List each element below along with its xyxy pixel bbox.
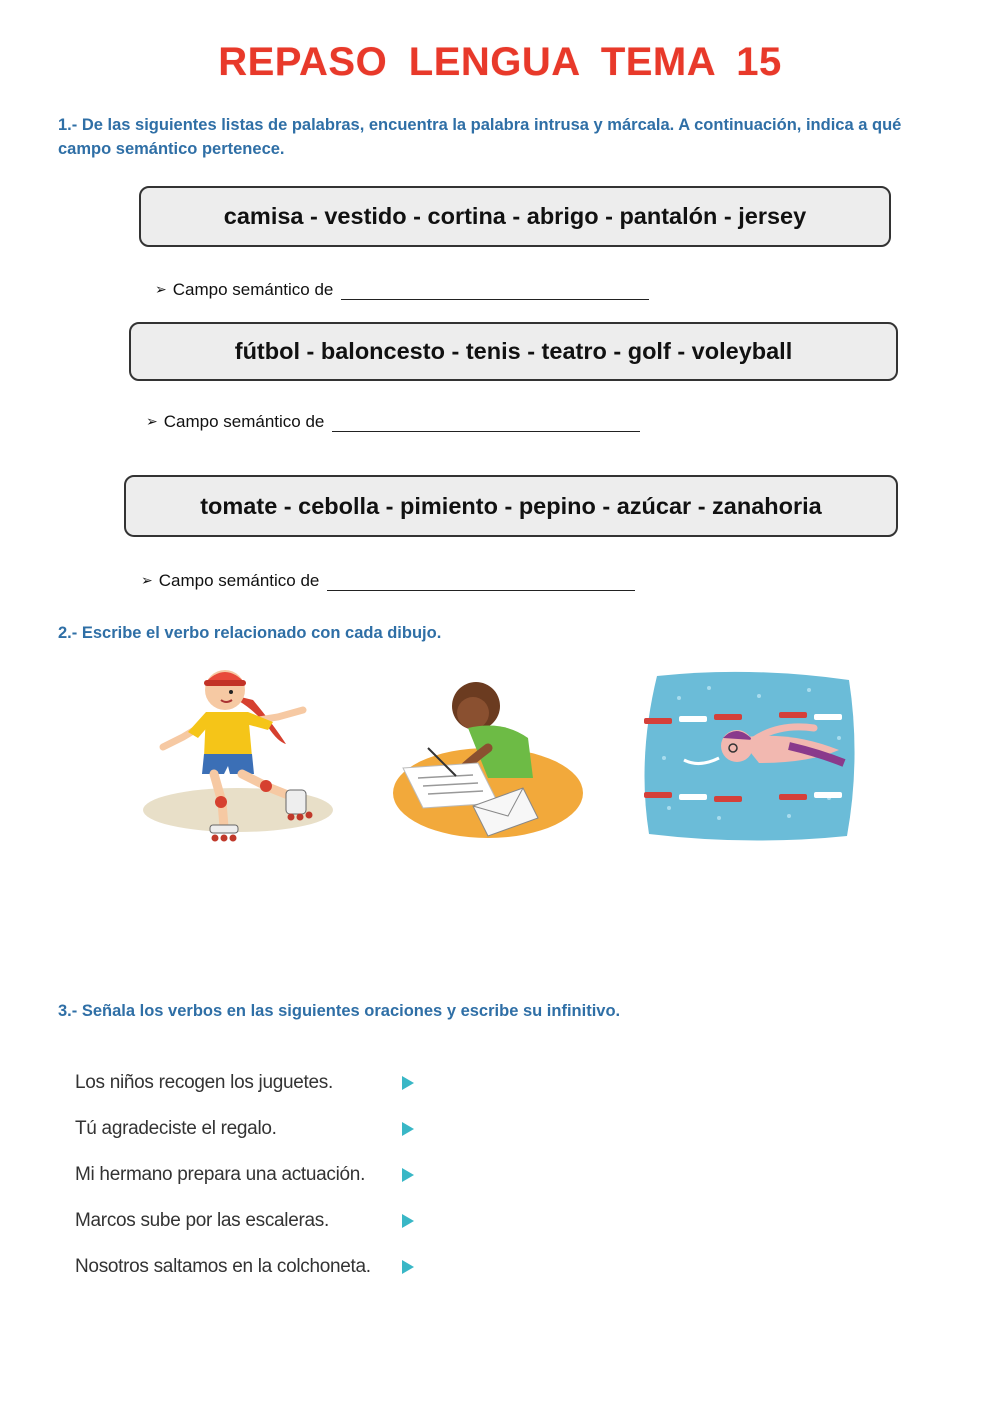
- page-title: REPASO LENGUA TEMA 15: [218, 40, 782, 84]
- sentence-row: [75, 1208, 435, 1238]
- campo-label: Campo semántico de: [158, 571, 320, 590]
- campo-label: Campo semántico de: [172, 280, 334, 299]
- answer-line[interactable]: [341, 281, 649, 300]
- exercise-1-instruction: 1.- De las siguientes listas de palabras, encuentra la palabra intrusa y márcala. A continuación, indica a qué campo semántico pertenece.: [58, 116, 902, 158]
- sentence-row: [75, 1070, 435, 1100]
- word-list-clothing: camisa - vestido - cortina - abrigo - pantalón - jersey: [139, 186, 891, 247]
- arrow-bullet-icon: ➢: [146, 413, 158, 429]
- sentence-row: [75, 1116, 435, 1146]
- triangle-right-icon: [402, 1076, 414, 1090]
- sentence-text: Marcos sube por las escaleras.: [75, 1210, 329, 1231]
- sentence-text: Los niños recogen los juguetes.: [75, 1072, 333, 1093]
- triangle-right-icon: [402, 1260, 414, 1274]
- sentence-text: Mi hermano prepara una actuación.: [75, 1164, 366, 1185]
- answer-line[interactable]: [327, 572, 635, 591]
- campo-line-2: [146, 412, 640, 432]
- exercise-2-instruction: 2.- Escribe el verbo relacionado con cada dibujo.: [58, 624, 442, 642]
- word-list-vegetables: tomate - cebolla - pimiento - pepino - azúcar - zanahoria: [124, 475, 898, 537]
- sentence-row: [75, 1254, 435, 1284]
- exercise-3-instruction: 3.- Señala los verbos en las siguientes oraciones y escribe su infinitivo.: [58, 1002, 621, 1020]
- triangle-right-icon: [402, 1168, 414, 1182]
- arrow-bullet-icon: ➢: [155, 281, 167, 297]
- swimmer-image: [639, 668, 861, 844]
- arrow-bullet-icon: ➢: [141, 572, 153, 588]
- triangle-right-icon: [402, 1214, 414, 1228]
- writing-boy-image: [388, 678, 586, 843]
- sentence-text: Tú agradeciste el regalo.: [75, 1118, 277, 1139]
- campo-line-1: [155, 280, 649, 300]
- answer-line[interactable]: [332, 413, 640, 432]
- word-list-sports: fútbol - baloncesto - tenis - teatro - golf - voleyball: [129, 322, 898, 381]
- sentence-text: Nosotros saltamos en la colchoneta.: [75, 1256, 371, 1277]
- skating-girl-image: [128, 662, 333, 847]
- campo-line-3: [141, 571, 635, 591]
- triangle-right-icon: [402, 1122, 414, 1136]
- sentence-row: [75, 1162, 435, 1192]
- campo-label: Campo semántico de: [163, 412, 325, 431]
